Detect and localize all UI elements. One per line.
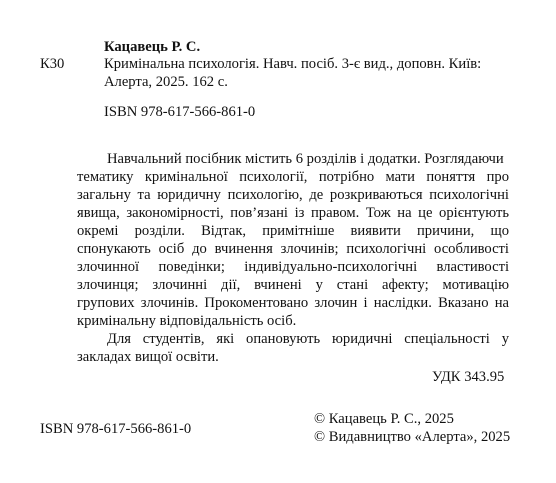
abstract-line: кримінальну відповідальність осіб. — [77, 313, 297, 329]
abstract-paragraph — [77, 150, 509, 366]
abstract-line: групових злочинів. Прокоментовано злочин і наслідки. Вказано на — [77, 295, 509, 311]
isbn-top: ISBN 978-617-566-861-0 — [104, 104, 256, 120]
abstract-line: тематику кримінальної психології, потрібно мати поняття про — [77, 169, 509, 185]
copyright-author: © Кацавець Р. С., 2025 — [314, 411, 454, 427]
udc-code: УДК 343.95 — [432, 369, 505, 385]
audience-line: закладах вищої освіти. — [77, 349, 219, 365]
index-code: К30 — [40, 56, 65, 72]
author-name: Кацавець Р. С. — [104, 39, 201, 55]
abstract-line: спонукають осіб до вчинення злочинів; психологічні особливості — [77, 241, 509, 257]
copyright-publisher: © Видавництво «Алерта», 2025 — [314, 429, 511, 445]
abstract-line: злочинної поведінки; індивідуально-психологічні властивості — [77, 259, 509, 275]
abstract-line: окремі розділи. Відтак, примітніше виявити причини, що — [77, 223, 509, 239]
isbn-bottom: ISBN 978-617-566-861-0 — [40, 421, 192, 437]
biblio-line-2: Алерта, 2025. 162 с. — [104, 74, 228, 90]
abstract-line: злочинця; злочинні дії, вчинені у стані афекту; мотивацію — [77, 277, 509, 293]
abstract-line: явища, закономірності, пов’язані із правом. Тож на це орієнтують — [77, 205, 509, 221]
audience-line: Для студентів, які опановують юридичні спеціальності у — [107, 331, 509, 347]
biblio-line-1: Кримінальна психологія. Навч. посіб. 3-є вид., доповн. Київ: — [104, 56, 482, 72]
abstract-line: Навчальний посібник містить 6 розділів і додатки. Розглядаючи — [107, 151, 504, 167]
abstract-line: загальну та юридичну психологію, де розкриваються психологічні — [77, 187, 509, 203]
